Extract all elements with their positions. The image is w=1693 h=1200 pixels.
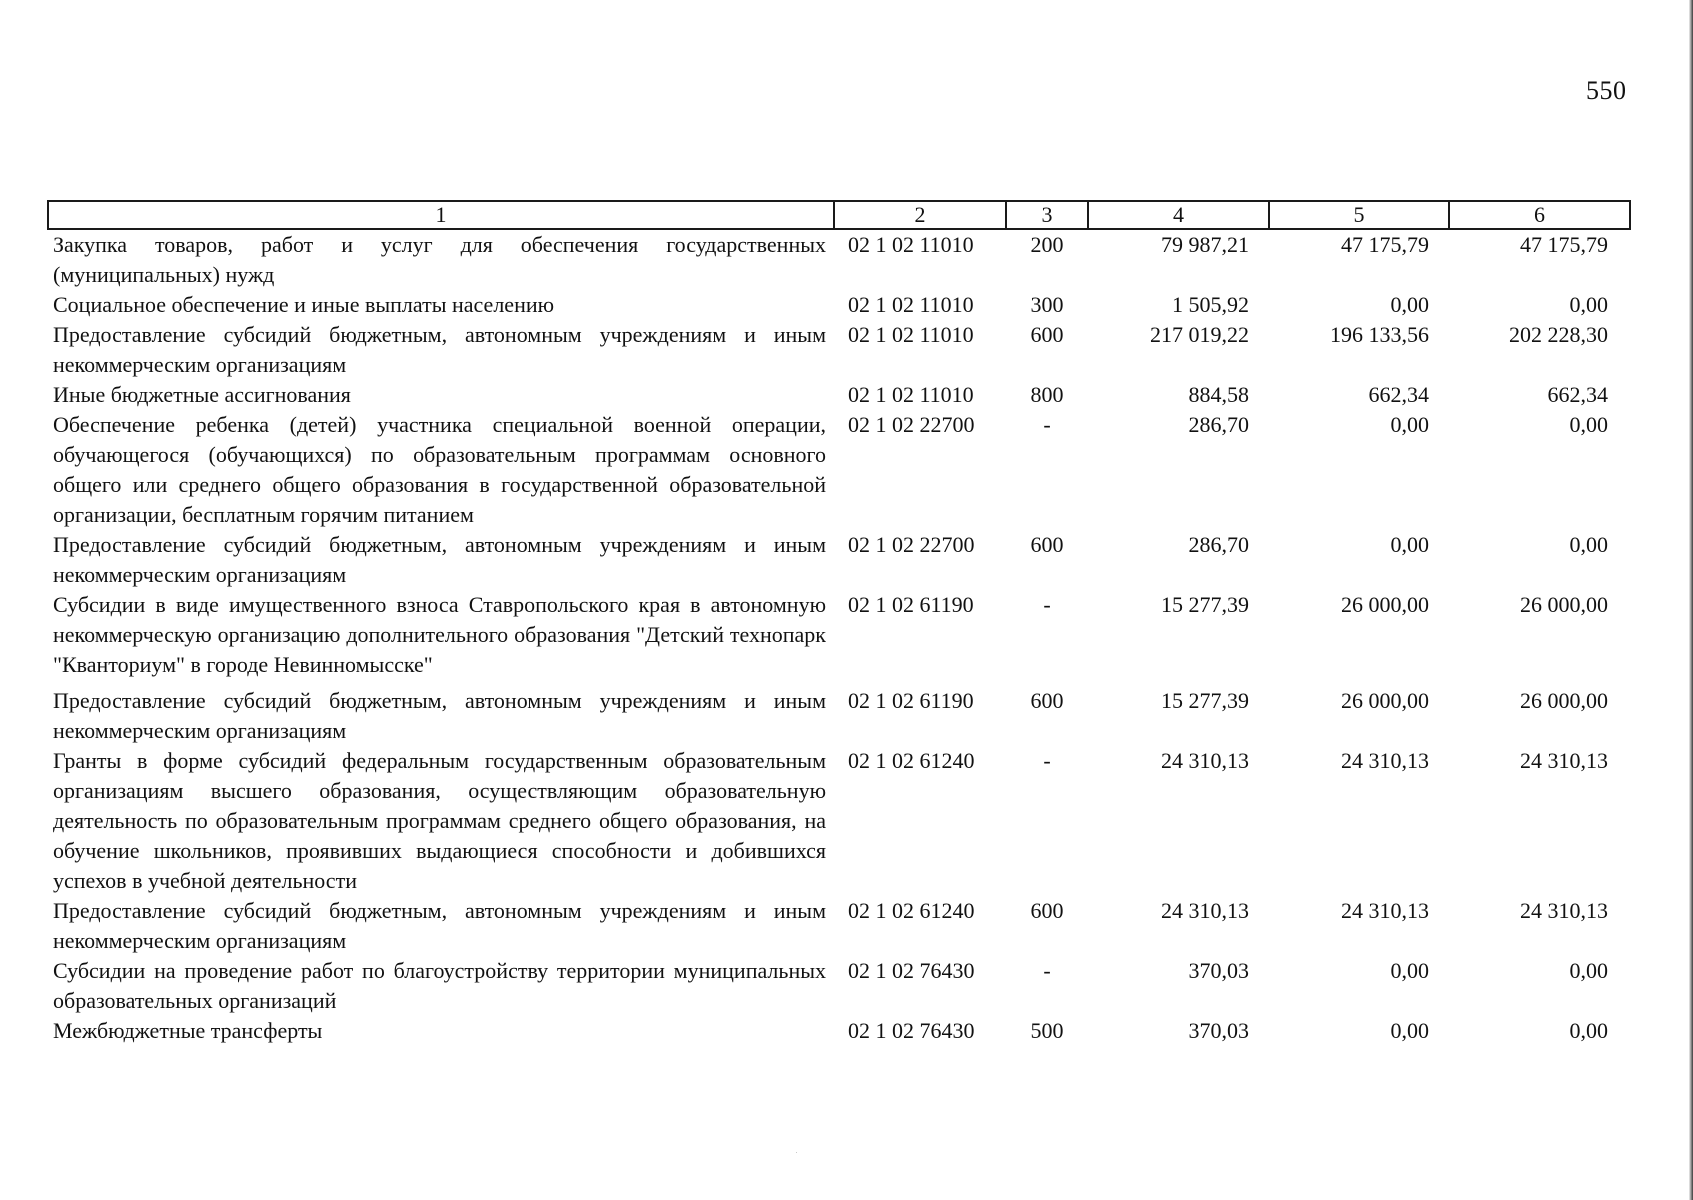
row-value-col6: 26 000,00 [1520,592,1608,617]
row-value-col5: 0,00 [1390,532,1429,557]
row-code: 02 1 02 61240 [848,898,975,923]
header-row [48,201,1630,229]
row-description: Предоставление субсидий бюджетным, автономным учреждениям и иным некоммерческим организациям [53,898,826,953]
row-code: 02 1 02 22700 [848,532,975,557]
row-expense-type: - [1043,412,1051,437]
row-value-col4: 884,58 [1188,382,1249,407]
table-row [48,680,1630,746]
row-code: 02 1 02 76430 [848,1018,975,1043]
row-code: 02 1 02 22700 [848,412,975,437]
row-description: Обеспечение ребенка (детей) участника специальной военной операции, обучающегося (обучающихся) по образовательным программам основного общего или среднего общего образования в государственной образовательной организации, бесплатным горячим питанием [53,412,826,527]
column-header-5: 5 [1269,201,1449,229]
row-description: Иные бюджетные ассигнования [53,382,351,407]
row-value-col4: 370,03 [1188,958,1249,983]
row-code: 02 1 02 11010 [848,232,974,257]
row-value-col4: 15 277,39 [1161,688,1249,713]
row-value-col6: 0,00 [1569,958,1608,983]
row-value-col5: 0,00 [1390,1018,1429,1043]
table-row [48,410,1630,530]
row-value-col5: 662,34 [1368,382,1429,407]
row-code: 02 1 02 11010 [848,292,974,317]
row-value-col6: 202 228,30 [1509,322,1608,347]
row-description: Гранты в форме субсидий федеральным государственным образовательным организациям высшего образования, осуществляющим образовательную деятельность по образовательным программам среднего общего образования, на обучение школьников, проявивших выдающиеся способности и добившихся успехов в учебной деятельности [53,748,826,893]
row-expense-type: - [1043,748,1051,773]
row-value-col5: 26 000,00 [1341,592,1429,617]
row-value-col6: 0,00 [1569,1018,1608,1043]
row-expense-type: 600 [1030,688,1064,713]
scan-dot [796,1152,797,1153]
row-value-col6: 47 175,79 [1520,232,1608,257]
row-description: Межбюджетные трансферты [53,1018,323,1043]
table-row [48,956,1630,1016]
scan-edge [1689,0,1693,1200]
column-header-3: 3 [1006,201,1088,229]
row-value-col4: 286,70 [1188,532,1249,557]
row-description: Предоставление субсидий бюджетным, автономным учреждениям и иным некоммерческим организациям [53,322,826,377]
row-code: 02 1 02 61190 [848,592,974,617]
page-number: 550 [1586,76,1627,105]
column-header-2: 2 [834,201,1006,229]
row-value-col5: 196 133,56 [1330,322,1429,347]
row-code: 02 1 02 11010 [848,322,974,347]
row-expense-type: 500 [1030,1018,1064,1043]
row-value-col6: 662,34 [1547,382,1608,407]
row-expense-type: 300 [1030,292,1064,317]
table-row [48,1016,1630,1046]
row-description: Социальное обеспечение и иные выплаты населению [53,292,555,317]
budget-table [47,200,1631,1046]
table-row [48,746,1630,896]
table-row [48,229,1630,290]
row-expense-type: - [1043,958,1051,983]
column-header-4: 4 [1088,201,1269,229]
row-value-col5: 26 000,00 [1341,688,1429,713]
row-code: 02 1 02 76430 [848,958,975,983]
row-expense-type: 800 [1030,382,1064,407]
row-value-col6: 0,00 [1569,532,1608,557]
row-value-col4: 1 505,92 [1172,292,1249,317]
row-value-col5: 0,00 [1390,958,1429,983]
row-description: Субсидии в виде имущественного взноса Ставропольского края в автономную некоммерческую организацию дополнительного образования "Детский технопарк "Кванториум" в городе Невинномысске" [53,592,826,677]
row-expense-type: 600 [1030,532,1064,557]
row-value-col5: 0,00 [1390,412,1429,437]
table-row [48,590,1630,680]
row-expense-type: 600 [1030,322,1064,347]
row-expense-type: 600 [1030,898,1064,923]
row-description: Предоставление субсидий бюджетным, автономным учреждениям и иным некоммерческим организациям [53,532,826,587]
row-value-col4: 370,03 [1188,1018,1249,1043]
row-code: 02 1 02 11010 [848,382,974,407]
table-row [48,530,1630,590]
row-expense-type: 200 [1030,232,1064,257]
row-description: Субсидии на проведение работ по благоустройству территории муниципальных образовательных организаций [53,958,826,1013]
table-row [48,290,1630,320]
table-row [48,896,1630,956]
row-value-col4: 217 019,22 [1150,322,1249,347]
row-value-col6: 26 000,00 [1520,688,1608,713]
column-header-1: 1 [48,201,834,229]
row-value-col4: 286,70 [1188,412,1249,437]
row-value-col4: 15 277,39 [1161,592,1249,617]
table-body [48,229,1630,1046]
row-description: Предоставление субсидий бюджетным, автономным учреждениям и иным некоммерческим организациям [53,688,826,743]
column-header-6: 6 [1449,201,1630,229]
row-value-col6: 24 310,13 [1520,748,1608,773]
table-row [48,380,1630,410]
row-code: 02 1 02 61190 [848,688,974,713]
row-value-col4: 24 310,13 [1161,898,1249,923]
table-row [48,320,1630,380]
table-header [48,201,1630,229]
row-description: Закупка товаров, работ и услуг для обеспечения государственных (муниципальных) нужд [53,232,826,287]
row-value-col5: 0,00 [1390,292,1429,317]
row-value-col6: 0,00 [1569,412,1608,437]
row-value-col6: 24 310,13 [1520,898,1608,923]
row-value-col5: 24 310,13 [1341,748,1429,773]
row-code: 02 1 02 61240 [848,748,975,773]
row-value-col4: 79 987,21 [1161,232,1249,257]
row-value-col5: 24 310,13 [1341,898,1429,923]
row-value-col5: 47 175,79 [1341,232,1429,257]
row-value-col4: 24 310,13 [1161,748,1249,773]
row-value-col6: 0,00 [1569,292,1608,317]
row-expense-type: - [1043,592,1051,617]
